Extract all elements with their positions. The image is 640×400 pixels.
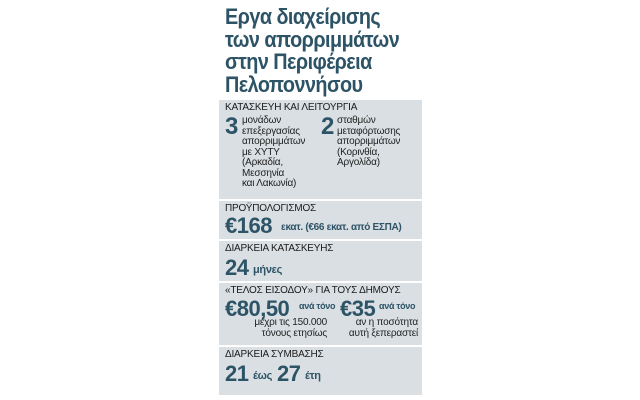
contract-duration-heading: ΔΙΑΡΚΕΙΑ ΣΥΜΒΑΣΗΣ [225, 349, 324, 360]
units-count: 3 [225, 113, 238, 140]
title-line: Εργα διαχείρισης [225, 4, 381, 29]
contract-duration-to: 27 [277, 361, 301, 386]
fee-value-primary: €80,50 [225, 296, 290, 321]
contract-duration-connector: έως [253, 370, 273, 382]
fee-unit-primary: ανά τόνο [299, 301, 336, 311]
title-line: Πελοποννήσου [225, 71, 363, 97]
entry-fee-section [219, 283, 422, 345]
entry-fee-heading: «ΤΕΛΟΣ ΕΙΣΟΔΟΥ» ΓΙΑ ΤΟΥΣ ΔΗΜΟΥΣ [225, 285, 401, 296]
construction-section [219, 100, 422, 199]
budget-value: €168 [225, 213, 272, 238]
fee-unit-secondary: ανά τόνο [379, 301, 416, 311]
construction-duration-value: 24 [225, 255, 249, 280]
fee-condition-secondary: αν η ποσότητα αυτή ξεπεραστεί [348, 317, 418, 339]
stations-description: σταθμών μεταφόρτωσης απορριμμάτων (Κορινθία, Αργολίδα) [337, 115, 401, 168]
budget-detail: εκατ. (€66 εκατ. από ΕΣΠΑ) [281, 222, 402, 233]
construction-duration-section [219, 241, 422, 281]
construction-duration-heading: ΔΙΑΡΚΕΙΑ ΚΑΤΑΣΚΕΥΗΣ [225, 243, 334, 254]
construction-duration-unit: μήνες [253, 264, 283, 276]
units-description: μονάδων επεξεργασίας απορριμμάτων με ΧΥΤΥ (Αρκαδία, Μεσσηνία και Λακωνία) [242, 115, 306, 189]
budget-section [219, 201, 422, 239]
budget-heading: ΠΡΟΫΠΟΛΟΓΙΣΜΟΣ [225, 203, 317, 214]
contract-duration-unit: έτη [305, 370, 321, 382]
construction-heading: ΚΑΤΑΣΚΕΥΗ ΚΑΙ ΛΕΙΤΟΥΡΓΙΑ [225, 102, 358, 113]
contract-duration-section [219, 347, 422, 395]
contract-duration-from: 21 [225, 361, 249, 386]
title-line: στην Περιφέρεια [225, 49, 372, 74]
infographic-title [225, 6, 405, 96]
fee-value-secondary: €35 [340, 296, 376, 321]
title-line: των απορριμμάτων [225, 26, 400, 52]
fee-condition-primary: μέχρι τις 150.000 τόνους ετησίως [254, 317, 327, 339]
infographic-panel [219, 0, 422, 400]
stations-count: 2 [321, 113, 334, 140]
